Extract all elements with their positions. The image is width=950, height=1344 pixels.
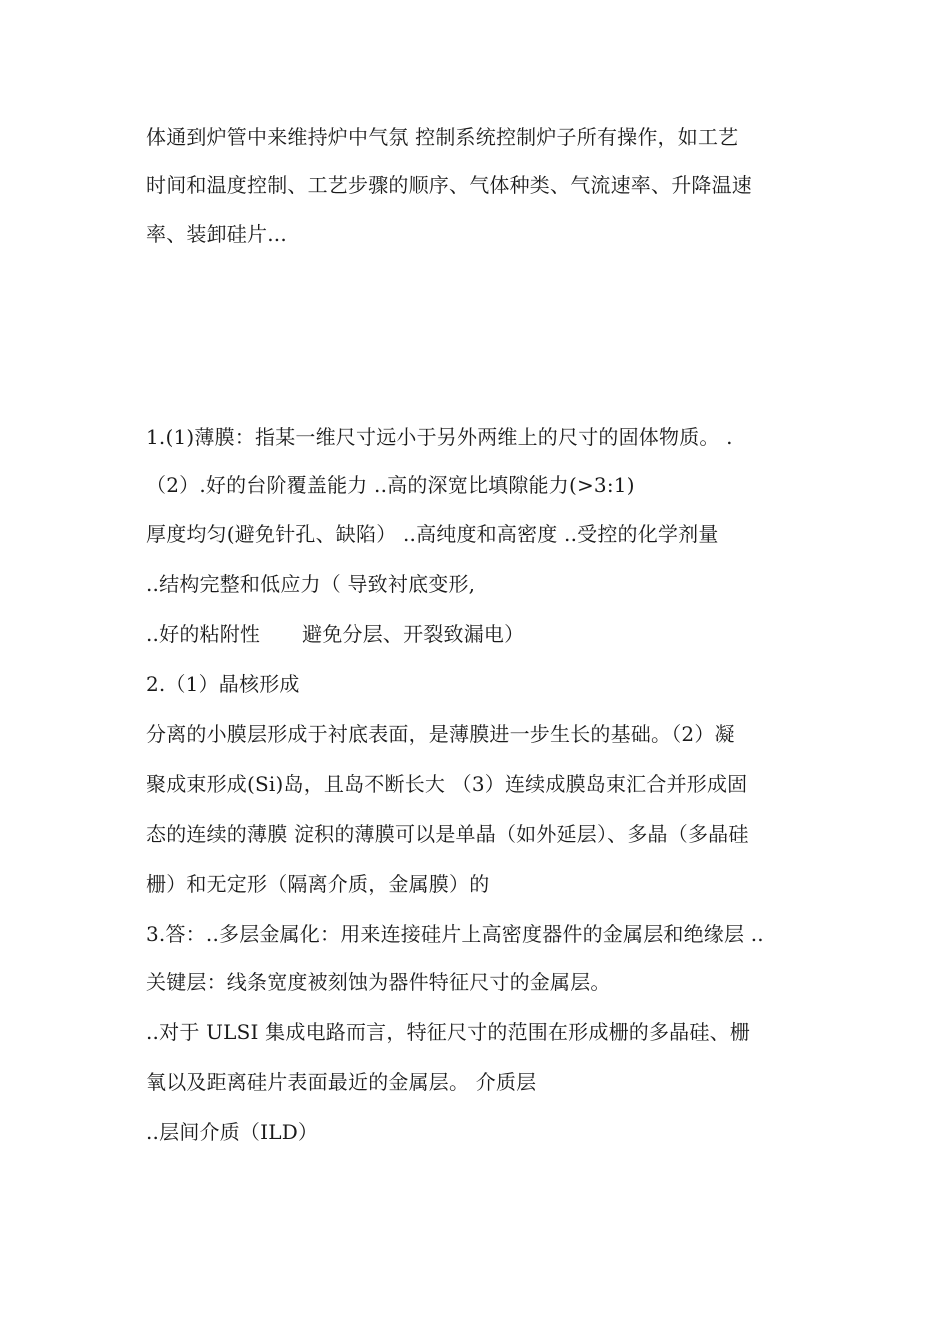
answer-3-line-4: 氧以及距离硅片表面最近的金属层。 介质层 <box>146 1070 537 1094</box>
answer-1-requirements: （2）.好的台阶覆盖能力 ..高的深宽比填隙能力(>3:1) <box>146 473 635 497</box>
answer-2-heading: 2.（1）晶核形成 <box>146 672 300 696</box>
answer-3-line-2: 关键层：线条宽度被刻蚀为器件特征尺寸的金属层。 <box>146 970 611 994</box>
adhesion-note: 避免分层、开裂致漏电） <box>302 622 525 646</box>
intro-line-3: 率、装卸硅片... <box>146 222 287 246</box>
answer-3-line-5: ..层间介质（ILD） <box>146 1120 319 1144</box>
answer-2-line-3: 态的连续的薄膜 淀积的薄膜可以是单晶（如外延层）、多晶（多晶硅 <box>146 822 749 846</box>
answer-3-line-3: ..对于 ULSI 集成电路而言，特征尺寸的范围在形成栅的多晶硅、栅 <box>146 1020 750 1044</box>
answer-2-line-2: 聚成束形成(Si)岛，且岛不断长大 （3）连续成膜岛束汇合并形成固 <box>146 772 748 796</box>
answer-1-adhesion <box>146 622 524 646</box>
intro-line-2: 时间和温度控制、工艺步骤的顺序、气体种类、气流速率、升降温速 <box>146 173 752 197</box>
answer-3-line-1: 3.答：..多层金属化：用来连接硅片上高密度器件的金属层和绝缘层 .. <box>146 922 764 946</box>
answer-1-definition: 1.(1)薄膜：指某一维尺寸远小于另外两维上的尺寸的固体物质。 . <box>146 425 733 449</box>
intro-line-1: 体通到炉管中来维持炉中气氛 控制系统控制炉子所有操作，如工艺 <box>146 125 739 149</box>
adhesion-term: ..好的粘附性 <box>146 622 261 646</box>
answer-1-structure: ..结构完整和低应力（ 导致衬底变形, <box>146 572 476 596</box>
answer-2-line-1: 分离的小膜层形成于衬底表面，是薄膜进一步生长的基础。（2）凝 <box>146 722 735 746</box>
answer-1-uniformity: 厚度均匀(避免针孔、缺陷） ..高纯度和高密度 ..受控的化学剂量 <box>146 522 719 546</box>
answer-2-line-4: 栅）和无定形（隔离介质，金属膜）的 <box>146 872 490 896</box>
